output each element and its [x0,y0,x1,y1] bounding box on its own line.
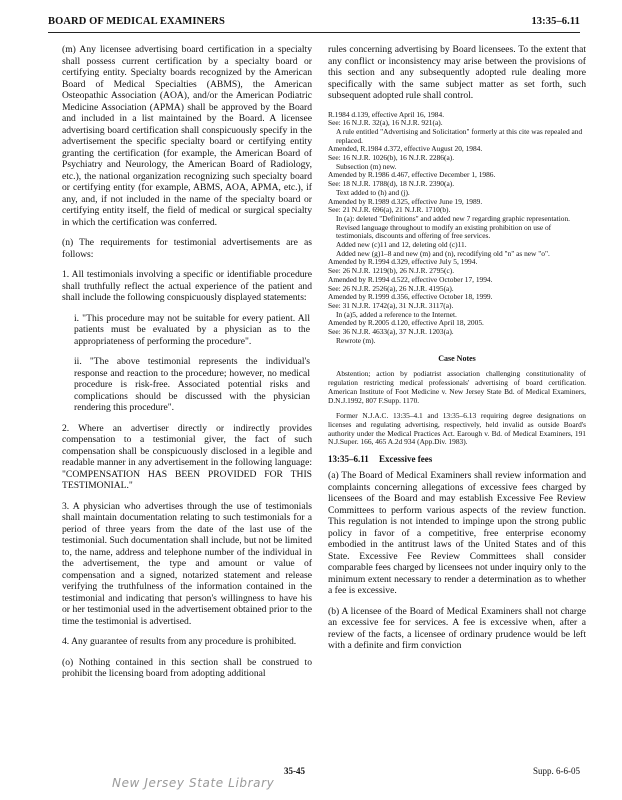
section-paragraph-a: (a) The Board of Medical Examiners shall review information and complaints concerning allegations of excessive fees charged by licensees of the Board and may establish Excessive Fee Review Committees to perform various aspects of the review function. This regulation is not intended to impinge upon the strong public policy in favor of a competitive, free enterprise economy embodied in the antitrust laws of the United States and of this State. Excessive Fee Review Committees shall consider comparable fees charged by licensees not under inquiry only to the minimum extent necessary to render a determination as to whether a fee is excessive. [328,470,586,597]
section-heading [328,454,586,464]
history-line: See: 21 N.J.R. 696(a), 21 N.J.R. 1710(b). [328,205,451,215]
paragraph-n-4: 4. Any guarantee of results from any procedure is prohibited. [62,636,297,647]
header-rule [48,32,580,33]
header-section-number: 13:35–6.11 [531,16,580,27]
case-notes-heading: Case Notes [438,354,476,364]
history-line: A rule entitled "Advertising and Solicitation" formerly at this cite was repealed and replaced. [336,126,583,145]
right-column [328,44,586,661]
section-paragraph-b: (b) A licensee of the Board of Medical Examiners shall not charge an excessive fee for services. A fee is excessive when, after a review of the facts, a licensee of ordinary prudence would be left with a definite and firm conviction [328,605,586,652]
paragraph-o: (o) Nothing contained in this section shall be construed to prohibit the licensing board from adopting additional [62,656,312,679]
history-line: See: 26 N.J.R. 2526(a), 26 N.J.R. 4195(a). [328,283,454,293]
page-number: 35-45 [284,766,305,776]
paragraph-n-2: 2. Where an advertiser directly or indirectly provides compensation to a testimonial giver, the fact of such compensation shall be conspicuously disclosed in a legible and readable manner in any advertisement in the following language: "COMPENSATION HAS BEEN PROVIDED FOR THIS TESTIMONIAL." [62,422,312,491]
paragraph-n-1-ii: ii. "The above testimonial represents the individual's response and reaction to the procedure; however, no medical procedure is risk-free. Associated potential risks and complications should be discussed with the physician rendering this procedure". [74,356,310,413]
history-line: Amended by R.1994 d.522, effective October 17, 1994. [328,274,493,284]
paragraph-n-3: 3. A physician who advertises through the use of testimonials shall maintain documentation relating to such testimonials for a period of three years from the date of the last use of the testimonial. Such documentation shall include, but not be limited to, the name, address and telephone number of the individual in the advertisement, the type and amount or value of compensation and a signed, notarized statement and release verifying the truthfulness of the information contained in the testimonial and indicating that person's willingness to have his or her testimonial used in the advertisement obtained prior to the time the testimonial is advertised. [62,500,312,627]
history-line: Subsection (m) new. [336,161,397,171]
history-line: Amended by R.1999 d.356, effective October 18, 1999. [328,292,493,302]
history-line: Text added to (h) and (j). [336,187,410,197]
supplement-date: Supp. 6-6-05 [533,766,580,776]
paragraph-o-continued: rules concerning advertising by Board licensees. To the extent that any conflict or inconsistency may arise between the provisions of this section and any subsequently adopted rule dealing more specifically with the same subject matter as set forth, such subsequent adopted rule shall control. [328,44,586,101]
case-note: Former N.J.A.C. 13:35–4.1 and 13:35–6.13 requiring degree designations on licenses and regulating advertising, respectively, held invalid as outside Board's authority under the Medical Practices Act. Earough v. Bd. of Medical Examiners, 191 N.J.Super. 166, 465 A.2d 934 (App.Div. 1983). [328,411,586,447]
history-line: See: 26 N.J.R. 1219(b), 26 N.J.R. 2795(c). [328,266,455,276]
history-line: Amended by R.1986 d.467, effective December 1, 1986. [328,170,496,180]
history-line: Amended, R.1984 d.372, effective August 20, 1984. [328,144,483,154]
history-line: See: 36 N.J.R. 4633(a), 37 N.J.R. 1203(a). [328,327,454,337]
left-column [62,44,312,689]
history-notes [328,111,586,346]
history-line: See: 16 N.J.R. 32(a), 16 N.J.R. 921(a). [328,118,443,128]
history-line: In (a)5, added a reference to the Internet. [336,309,457,319]
running-header [42,16,580,32]
history-line: In (a): deleted "Definitions" and added new 7 regarding graphic representation. Revised language throughout to modify an existing prohibition on use of testimonials, discounts and offering of free services. [336,213,571,241]
paragraph-n-1-i: i. "This procedure may not be suitable for every patient. All patients must be evaluated by a physician as to the appropriateness of performing the procedure". [74,312,310,347]
library-watermark: New Jersey State Library [112,776,275,790]
history-line: Amended by R.2005 d.120, effective April 18, 2005. [328,318,484,328]
header-title: BOARD OF MEDICAL EXAMINERS [48,16,225,27]
paragraph-n-1: 1. All testimonials involving a specific or identifiable procedure shall truthfully reflect the actual experience of the patient and shall include the following conspicuously displayed statements: [62,269,312,303]
history-line: See: 16 N.J.R. 1026(b), 16 N.J.R. 2286(a). [328,153,455,163]
history-line: Amended by R.1989 d.325, effective June 19, 1989. [328,196,483,206]
history-line: See: 18 N.J.R. 1788(d), 18 N.J.R. 2390(a). [328,179,455,189]
case-note: Abstention; action by podiatrist association challenging constitutionality of regulation restricting medical professionals' advertising of board certification. American Institute of Foot Medicine v. New Jersey State Bd. of Medical Examiners, D.N.J.1992, 807 F.Supp. 1170. [328,369,586,405]
paragraph-m: (m) Any licensee advertising board certification in a specialty shall possess current certification by a specialty board or certifying entity. Specialty boards recognized by the American Board of Medical Specialties (ABMS), the American Osteopathic Association (AOA), and/or the American Podiatric Medicine Association (APMA) shall be approved by the Board and included in a list maintained by the Board. A licensee advertising board certification shall conspicuously specify in the advertisement the specific specialty board or certifying entity granting the certification (for example, the American Board of Psychiatry and Neurology, the American Board of Radiology, etc.), the national organization recognizing such specialty board or certifying entity (for example, ABMS, AOA, APMA, etc.), if any, and, if not included in the name of the specialty board or certifying entity itself, the field of medical or surgical specialty in which the certification was conferred. [62,44,312,228]
section-number: 13:35–6.11 [328,454,369,465]
history-line: Added new (c)11 and 12, deleting old (c)11. [336,240,467,250]
history-line: R.1984 d.139, effective April 16, 1984. [328,109,445,119]
history-line: Added new (g)1–8 and new (m) and (n), recodifying old "n" as new "o". [336,248,550,258]
history-line: Amended by R.1994 d.329, effective July 5, 1994. [328,257,478,267]
section-title: Excessive fees [379,454,433,465]
paragraph-n: (n) The requirements for testimonial advertisements are as follows: [62,237,312,260]
history-line: See: 31 N.J.R. 1742(a), 31 N.J.R. 3117(a). [328,300,454,310]
history-line: Rewrote (m). [336,335,376,345]
